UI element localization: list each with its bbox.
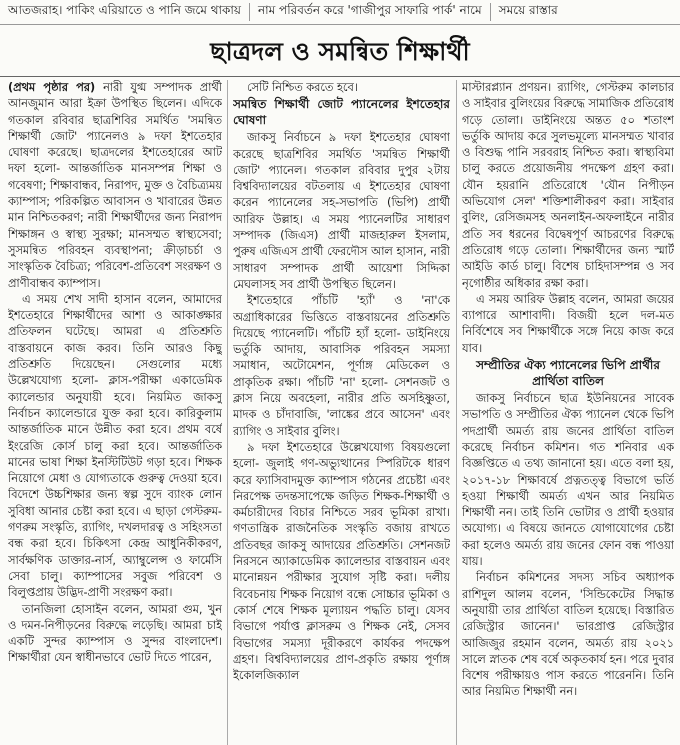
column-divider [456, 80, 457, 745]
article-column-2 [233, 80, 450, 745]
paragraph: মাস্টারপ্ল্যান প্রণয়ন। র‌্যাগিং, গেস্টরুম কালচার ও সাইবার বুলিংয়ের বিরুদ্ধে সামাজিক প্রতিরোধ গড়ে তোলা। ডাইনিংয়ে অন্তত ৫০ শতাংশ ভর্তুকি আদায় করে সুলভমূল্যে মানসম্মত খাবার ও বিশুদ্ধ পানি সরবরাহ নিশ্চিত করা। স্বাস্থ্যবিমা চালু করতে প্রয়োজনীয় পদক্ষেপ গ্রহণ করা। যৌন হয়রানি প্রতিরোধে 'যৌন নিপীড়ন অভিযোগ সেল' শক্তিশালীকরণ করা। সাইবার বুলিং, রেসিজমসহ অনলাইন-অফলাইনে নারীর প্রতি সব ধরনের বিদ্বেষপূর্ণ আচরণের বিরুদ্ধে প্রতিরোধ গড়ে তোলা। শিক্ষার্থীদের জন্য স্মার্ট আইডি কার্ড চালু। বিশেষ চাহিদাসম্পন্ন ও সব নৃগোষ্ঠীর অধিকার রক্ষা করা। [462, 81, 674, 290]
paragraph-text: নারী যুগ্ম সম্পাদক প্রার্থী আনজুমান আরা ইক্রা উপস্থিত ছিলেন। এদিকে গতকাল রবিবার ছাত্রশিবির সমর্থিত 'সমন্বিত শিক্ষার্থী জোট' প্যানেলও ৯ দফা ইশতেহার ঘোষণা করেছে। ছাত্রদলের ইশতেহারের আট দফা হলো- আন্তর্জাতিক মানসম্পন্ন শিক্ষা ও গবেষণা; শিক্ষাবান্ধব, নিরাপদ, মুক্ত ও বৈচিত্র্যময় ক্যাম্পাস; পরিকল্পিত আবাসন ও খাবারের উন্নত মান নিশ্চিতকরণ; নারী শিক্ষার্থীদের জন্য নিরাপদ শিক্ষাঙ্গন ও স্বাস্থ্য সুরক্ষা; মানসম্মত স্বাস্থ্যসেবা; সুসমন্বিত পরিবহন ব্যবস্থাপনা; ক্রীড়াচর্চা ও সাংস্কৃতিক বৈচিত্র্য; পরিবেশ-প্রতিবেশ সংরক্ষণ ও প্রাণীবান্ধব ক্যাম্পাস। [8, 81, 222, 290]
article-column-1 [8, 80, 222, 745]
column-divider [227, 80, 228, 745]
paragraph: নির্বাচন কমিশনের সদস্য সচিব অধ্যাপক রাশিদুল আলম বলেন, 'সিন্ডিকেটের সিদ্ধান্ত অনুযায়ী তার প্রার্থিতা বাতিল হয়েছে। বিস্তারিত রেজিস্ট্রার জানেন।' ভারপ্রাপ্ত রেজিস্ট্রার আজিজুর রহমান বলেন, অমর্ত্য রায় ২০২১ সালে স্নাতক শেষ বর্ষে অকৃতকার্য হন। পরে দুবার বিশেষ পরীক্ষায়ও পাস করতে পারেননি। তিনি আর নিয়মিত শিক্ষার্থী নন। [462, 571, 674, 699]
paragraph: ইশতেহারে পাঁচটি 'হ্যাঁ' ও 'না'কে অগ্রাধিকারের ভিত্তিতে বাস্তবায়নের প্রতিশ্রুতি দিয়েছে প্যানেলটি। পাঁচটি হ্যাঁ হলো- ডাইনিংয়ে ভর্তুকি আদায়, আবাসিক পরিবহন সমস্যা সমাধান, অটোমেশন, পূর্ণাঙ্গ মেডিকেল ও প্রাকৃতিক রক্ষা। পাঁচটি 'না' হলো- সেশনজট ও ক্লাস নিয়ে অবহেলা, নারীর প্রতি অসহিষ্ণুতা, মাদক ও চাঁদাবাজি, 'লাঙ্কের প্রবে আসেন' এবং র‌্যাগিং ও সাইবার বুলিং। [233, 294, 450, 438]
article-column-3 [462, 80, 674, 745]
paragraph: তানজিলা হোসাইন বলেন, আমরা গুম, খুন ও দমন-নিপীড়নের বিরুদ্ধে লড়েছি। আমরা চাই একটি সুন্দর ক্যাম্পাস ও সুন্দর বাংলাদেশ। শিক্ষার্থীরা যেন স্বাধীনভাবে ভোট দিতে পারেন, [8, 602, 222, 665]
paragraph: সেটি নিশ্চিত করতে হবে। [247, 81, 358, 94]
paragraph: জাকসু নির্বাচনে ৯ দফা ইশতেহার ঘোষণা করেছে ছাত্রশিবির সমর্থিত 'সমন্বিত শিক্ষার্থী জোট' প্যানেল। গতকাল রবিবার দুপুর ২টায় বিশ্ববিদ্যালয়ের বটতলায় এ ইশতেহার ঘোষণা করেন প্যানেলের সহ-সভাপতি (ভিপি) প্রার্থী আরিফ উল্লাহ। এ সময় প্যানেলটির সাধারণ সম্পাদক (জিএস) প্রার্থী মাজহারুল ইসলাম, পুরুষ এজিএস প্রার্থী ফেরদৌস আল হাসান, নারী সাধারণ সম্পাদক প্রার্থী আয়েশা সিদ্দিকা মেঘলাসহ সব প্রার্থী উপস্থিত ছিলেন। [233, 131, 450, 291]
previous-article-strip [0, 0, 680, 25]
paragraph: জাকসু নির্বাচনে ছাত্র ইউনিয়নের সাবেক সভাপতি ও সম্প্রীতির ঐক্য প্যানেল থেকে ভিপি পদপ্রার্থী অমর্ত্য রায় জনের প্রার্থিতা বাতিল করেছে নির্বাচন কমিশন। গত শনিবার এক বিজ্ঞপ্তিতে এ তথ্য জানানো হয়। এতে বলা হয়, ২০১৭-১৮ শিক্ষাবর্ষে প্রত্নতত্ত্ব বিভাগে ভর্তি হওয়া শিক্ষার্থী অমর্ত্য এখন আর নিয়মিত শিক্ষার্থী নন। তাই তিনি ভোটার ও প্রার্থী হওয়ার অযোগ্য। এ বিষয়ে জানতে যোগাযোগের চেষ্টা করা হলেও অমর্ত্য রায় জনের ফোন বন্ধ পাওয়া যায়। [462, 392, 674, 569]
subheading: সম্প্রীতির ঐক্য প্যানেলের ভিপি প্রার্থীর প্রার্থিতা বাতিল [476, 358, 660, 389]
paragraph: ৯ দফা ইশতেহারে উল্লেখযোগ্য বিষয়গুলো হলো- জুলাই গণ-অভ্যুত্থানের স্পিরিটকে ধারণ করে ফ্যাসিবাদমুক্ত ক্যাম্পাস গঠনের প্রচেষ্টা এবং নিরপেক্ষ তদন্তসাপেক্ষে জড়িত শিক্ষক-শিক্ষার্থী ও কর্মচারীদের বিচার নিশ্চিতে সরব ভূমিকা রাখা। গণতান্ত্রিক রাজনৈতিক সংস্কৃতি বজায় রাখতে প্রতিবছর জাকসু আদায়ের প্রতিশ্রুতি। সেশনজট নিরসনে অ্যাকাডেমিক ক্যালেন্ডার বাস্তবায়ন এবং মানোন্নয়ন পরীক্ষার সুযোগ সৃষ্টি করা। দলীয় বিবেচনায় শিক্ষক নিয়োগ বন্ধে সোচ্চার ভূমিকা ও কোর্স শেষে শিক্ষক মূল্যায়ন পদ্ধতি চালু। যেসব বিভাগে পর্যাপ্ত ক্লাসরুম ও শিক্ষক নেই, সেসব বিভাগের সমস্যা দূরীকরণে কার্যকর পদক্ষেপ গ্রহণ। বিশ্ববিদ্যালয়ের প্রাণ-প্রকৃতি রক্ষায় পূর্ণাঙ্গ ইকোলজিক্যাল [233, 440, 450, 683]
headline-rule [0, 76, 680, 77]
paragraph: এ সময় শেখ সাদী হাসান বলেন, আমাদের ইশতেহারে শিক্ষার্থীদের আশা ও আকাঙ্ক্ষার প্রতিফলন ঘটেছে। আমরা এ প্রতিশ্রুতি বাস্তবায়নে কাজ করব। তিনি আরও কিছু প্রতিশ্রুতি দিয়েছেন। সেগুলোর মধ্যে উল্লেখযোগ্য হলো- ক্লাস-পরীক্ষা একাডেমিক ক্যালেন্ডার অনুযায়ী হবে। নিয়মিত জাকসু নির্বাচন ক্যালেন্ডারে যুক্ত করা হবে। কারিকুলাম আন্তর্জাতিক মানে উন্নীত করা হবে। প্রথম বর্ষে ইংরেজি কোর্স চালু করা হবে। আন্তর্জাতিক মানের ভাষা শিক্ষা ইনস্টিটিউট গড়া হবে। শিক্ষক নিয়োগে মেধা ও যোগ্যতাকে গুরুত্ব দেওয়া হবে। বিদেশে উচ্চশিক্ষার জন্য স্বল্প সুদে ব্যাংক লোন সুবিধা আনার চেষ্টা করা হবে। এ ছাড়া গেস্টরুম-গণরুম সংস্কৃতি, র‌্যাগিং, দখলদারত্ব ও সহিংসতা বন্ধ করা হবে। চিকিৎসা কেন্দ্র আধুনিকীকরণ, সার্বক্ষণিক ডাক্তার-নার্স, অ্যাম্বুলেন্স ও ফার্মেসি সেবা চালু। ক্যাম্পাসের সবুজ পরিবেশ ও বিলুপ্তপ্রায় উদ্ভিদ-প্রাণী সংরক্ষণ করা। [8, 292, 222, 600]
strip-text-left: আতজরাহ। পাকিং এরিয়াতে ও পানি জমে থাকায় [8, 3, 241, 17]
article-headline: ছাত্রদল ও সমন্বিত শিক্ষার্থী [210, 37, 470, 66]
strip-text-right: সময়ে রাস্তার [498, 3, 558, 17]
subheading: সমন্বিত শিক্ষার্থী জোট প্যানেলের ইশতেহার ঘোষণা [233, 97, 450, 128]
paragraph: এ সময় আরিফ উল্লাহ বলেন, আমরা জয়ের ব্যাপারে আশাবাদী। বিজয়ী হলে দল-মত নির্বিশেষে সব শিক্ষার্থীকে সঙ্গে নিয়ে কাজ করে যাব। [462, 292, 674, 355]
continuation-marker: (প্রথম পৃষ্ঠার পর) [8, 81, 96, 94]
paragraph [8, 80, 222, 292]
strip-text-middle: নাম পরিবর্তন করে 'গাজীপুর সাফারি পার্ক' নামে [257, 3, 482, 17]
